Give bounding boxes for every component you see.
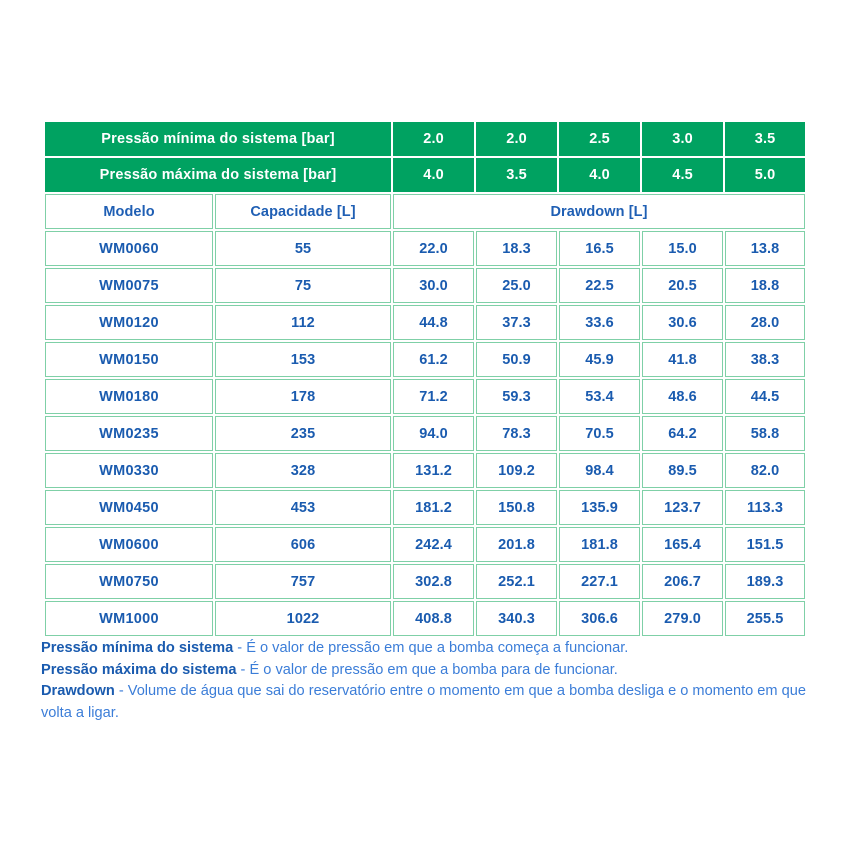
- subheader-capacity: Capacidade [L]: [215, 194, 391, 229]
- header-label-pressure-min: Pressão mínima do sistema [bar]: [45, 122, 391, 156]
- cell-drawdown-1: 181.2: [393, 490, 474, 525]
- header-pressure-max-col4: 4.5: [642, 158, 723, 192]
- note-dash-2: -: [114, 683, 128, 699]
- table-row: [45, 379, 805, 414]
- cell-capacity: 75: [215, 268, 391, 303]
- header-pressure-max-col2: 3.5: [476, 158, 557, 192]
- note-text-drawdown: Volume de água que sai do reservatório entre o momento em que a bomba desliga e o momento em que volta a ligar.: [41, 683, 806, 721]
- cell-capacity: 606: [215, 527, 391, 562]
- cell-drawdown-5: 189.3: [725, 564, 805, 599]
- cell-model: WM0060: [45, 231, 213, 266]
- cell-drawdown-3: 306.6: [559, 601, 640, 636]
- cell-drawdown-5: 18.8: [725, 268, 805, 303]
- cell-drawdown-2: 18.3: [476, 231, 557, 266]
- note-dash-1: -: [236, 661, 250, 678]
- cell-drawdown-4: 64.2: [642, 416, 723, 451]
- cell-drawdown-1: 61.2: [393, 342, 474, 377]
- note-term-drawdown: Drawdown: [41, 683, 115, 699]
- header-pressure-min-col4: 3.0: [642, 122, 723, 156]
- cell-drawdown-5: 44.5: [725, 379, 805, 414]
- header-pressure-max-col1: 4.0: [393, 158, 474, 192]
- cell-drawdown-4: 279.0: [642, 601, 723, 636]
- cell-drawdown-4: 48.6: [642, 379, 723, 414]
- cell-drawdown-1: 242.4: [393, 527, 474, 562]
- cell-capacity: 112: [215, 305, 391, 340]
- specification-table: [43, 120, 807, 638]
- header-pressure-min-col3: 2.5: [559, 122, 640, 156]
- cell-model: WM0180: [45, 379, 213, 414]
- header-row-pressure-min: [45, 122, 805, 156]
- cell-model: WM0150: [45, 342, 213, 377]
- cell-drawdown-3: 22.5: [559, 268, 640, 303]
- note-text-pressure-min: É o valor de pressão em que a bomba começa a funcionar.: [246, 640, 629, 656]
- note-drawdown: [41, 681, 816, 724]
- note-pressure-max: [41, 660, 816, 682]
- cell-drawdown-3: 53.4: [559, 379, 640, 414]
- cell-model: WM0330: [45, 453, 213, 488]
- header-pressure-min-col5: 3.5: [725, 122, 805, 156]
- table-row: [45, 342, 805, 377]
- cell-drawdown-1: 94.0: [393, 416, 474, 451]
- table-row: [45, 416, 805, 451]
- header-pressure-max-col3: 4.0: [559, 158, 640, 192]
- cell-drawdown-5: 151.5: [725, 527, 805, 562]
- cell-drawdown-1: 22.0: [393, 231, 474, 266]
- cell-model: WM0120: [45, 305, 213, 340]
- cell-drawdown-4: 41.8: [642, 342, 723, 377]
- cell-capacity: 1022: [215, 601, 391, 636]
- cell-drawdown-2: 201.8: [476, 527, 557, 562]
- cell-model: WM0450: [45, 490, 213, 525]
- cell-drawdown-2: 78.3: [476, 416, 557, 451]
- cell-model: WM1000: [45, 601, 213, 636]
- cell-drawdown-1: 30.0: [393, 268, 474, 303]
- column-subheader-row: [45, 194, 805, 229]
- cell-drawdown-2: 59.3: [476, 379, 557, 414]
- note-term-pressure-min: Pressão mínima do sistema: [41, 640, 234, 656]
- cell-drawdown-3: 70.5: [559, 416, 640, 451]
- header-pressure-min-col2: 2.0: [476, 122, 557, 156]
- cell-drawdown-4: 30.6: [642, 305, 723, 340]
- cell-drawdown-3: 227.1: [559, 564, 640, 599]
- cell-drawdown-5: 113.3: [725, 490, 805, 525]
- spec-table-container: [43, 120, 807, 638]
- cell-capacity: 178: [215, 379, 391, 414]
- header-row-pressure-max: [45, 158, 805, 192]
- cell-drawdown-5: 13.8: [725, 231, 805, 266]
- cell-drawdown-1: 408.8: [393, 601, 474, 636]
- cell-model: WM0075: [45, 268, 213, 303]
- subheader-model: Modelo: [45, 194, 213, 229]
- cell-capacity: 153: [215, 342, 391, 377]
- cell-capacity: 235: [215, 416, 391, 451]
- table-row: [45, 305, 805, 340]
- cell-drawdown-3: 16.5: [559, 231, 640, 266]
- cell-drawdown-3: 181.8: [559, 527, 640, 562]
- note-term-pressure-max: Pressão máxima do sistema: [41, 661, 237, 678]
- table-row: [45, 490, 805, 525]
- cell-drawdown-5: 38.3: [725, 342, 805, 377]
- cell-drawdown-3: 98.4: [559, 453, 640, 488]
- note-dash-0: -: [233, 640, 247, 656]
- cell-capacity: 328: [215, 453, 391, 488]
- cell-drawdown-4: 15.0: [642, 231, 723, 266]
- cell-drawdown-4: 123.7: [642, 490, 723, 525]
- cell-model: WM0750: [45, 564, 213, 599]
- note-text-pressure-max: É o valor de pressão em que a bomba para de funcionar.: [249, 661, 618, 678]
- cell-drawdown-1: 44.8: [393, 305, 474, 340]
- table-row: [45, 231, 805, 266]
- cell-drawdown-2: 340.3: [476, 601, 557, 636]
- cell-drawdown-2: 37.3: [476, 305, 557, 340]
- subheader-drawdown: Drawdown [L]: [393, 194, 805, 229]
- cell-drawdown-5: 58.8: [725, 416, 805, 451]
- cell-drawdown-2: 50.9: [476, 342, 557, 377]
- note-pressure-min: [41, 638, 816, 660]
- cell-model: WM0600: [45, 527, 213, 562]
- legend-notes: [41, 638, 816, 724]
- cell-drawdown-1: 71.2: [393, 379, 474, 414]
- header-label-pressure-max: Pressão máxima do sistema [bar]: [45, 158, 391, 192]
- cell-drawdown-5: 255.5: [725, 601, 805, 636]
- cell-drawdown-3: 45.9: [559, 342, 640, 377]
- cell-drawdown-2: 252.1: [476, 564, 557, 599]
- cell-drawdown-4: 20.5: [642, 268, 723, 303]
- cell-drawdown-5: 82.0: [725, 453, 805, 488]
- cell-capacity: 55: [215, 231, 391, 266]
- cell-drawdown-3: 33.6: [559, 305, 640, 340]
- table-row: [45, 601, 805, 636]
- cell-drawdown-2: 150.8: [476, 490, 557, 525]
- cell-drawdown-2: 109.2: [476, 453, 557, 488]
- cell-drawdown-1: 302.8: [393, 564, 474, 599]
- header-pressure-max-col5: 5.0: [725, 158, 805, 192]
- table-row: [45, 527, 805, 562]
- table-body: [45, 122, 805, 636]
- cell-capacity: 453: [215, 490, 391, 525]
- cell-drawdown-4: 165.4: [642, 527, 723, 562]
- cell-drawdown-5: 28.0: [725, 305, 805, 340]
- cell-model: WM0235: [45, 416, 213, 451]
- table-row: [45, 268, 805, 303]
- cell-capacity: 757: [215, 564, 391, 599]
- cell-drawdown-1: 131.2: [393, 453, 474, 488]
- header-pressure-min-col1: 2.0: [393, 122, 474, 156]
- cell-drawdown-4: 89.5: [642, 453, 723, 488]
- cell-drawdown-3: 135.9: [559, 490, 640, 525]
- table-row: [45, 564, 805, 599]
- table-row: [45, 453, 805, 488]
- cell-drawdown-2: 25.0: [476, 268, 557, 303]
- cell-drawdown-4: 206.7: [642, 564, 723, 599]
